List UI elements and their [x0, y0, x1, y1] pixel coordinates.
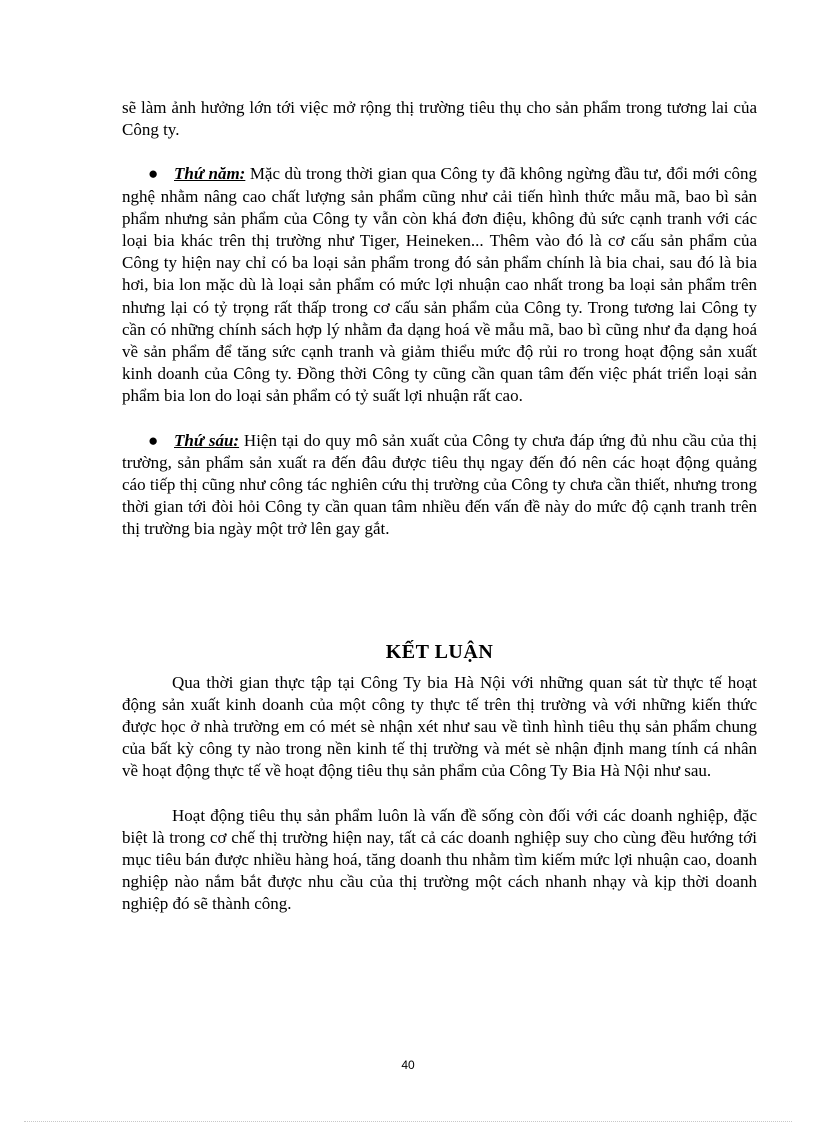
- conclusion-paragraph: Qua thời gian thực tập tại Công Ty bia Hà Nội với những quan sát từ thực tế hoạt động sản xuất kinh doanh của một công ty thực tế trên thị trường và với những kiến thức được học ở nhà trường em có mét sè nhận xét như sau về tình hình tiêu thụ sản phẩm chung của bất kỳ công ty nào trong nền kinh tế thị trường và mét sè nhận định mang tính cá nhân về hoạt động thực tế về hoạt động tiêu thụ sản phẩm của Công Ty Bia Hà Nội như sau.: [122, 672, 757, 781]
- bullet-title: Thứ năm:: [174, 164, 246, 184]
- bullet-dot-icon: ●: [148, 430, 159, 450]
- page-number: 40: [401, 1058, 415, 1072]
- intro-paragraph: sẽ làm ảnh hưởng lớn tới việc mở rộng thị trường tiêu thụ cho sản phẩm trong tương lai của Công ty.: [122, 98, 757, 140]
- conclusion-paragraph: Hoạt động tiêu thụ sản phẩm luôn là vấn đề sống còn đối với các doanh nghiệp, đặc biệt là trong cơ chế thị trường hiện nay, tất cả các doanh nghiệp suy cho cùng đều hướng tới mục tiêu bán được nhiều hàng hoá, tăng doanh thu nhằm tìm kiếm mức lợi nhuận cao, doanh nghiệp nào nắm bắt được nhu cầu của thị trường một cách nhanh nhạy và kịp thời doanh nghiệp đó sẽ thành công.: [122, 805, 757, 914]
- bullet-dot-icon: ●: [148, 164, 159, 184]
- conclusion-heading: KẾT LUẬN: [385, 640, 494, 663]
- bullet-item-sixth: [122, 430, 757, 541]
- bullet-item-fifth: [122, 163, 757, 407]
- bullet-text: Hiện tại do quy mô sản xuất của Công ty chưa đáp ứng đủ nhu cầu của thị trường, sản phẩm sản xuất ra đến đâu được tiêu thụ ngay đến đó nên các hoạt động quảng cáo tiếp thị cũng như công tác nghiên cứu thị trường của Công ty chưa cần thiết, nhưng trong thời gian tới đòi hỏi Công ty cần quan tâm nhiều đến vấn đề này do mức độ cạnh tranh trên thị trường bia ngày một trở lên gay gắt.: [122, 430, 757, 539]
- bullet-title: Thứ sáu:: [174, 430, 240, 450]
- page-bottom-divider: [24, 1121, 792, 1122]
- bullet-text: Mặc dù trong thời gian qua Công ty đã không ngừng đầu tư, đổi mới công nghệ nhằm nâng cao chất lượng sản phẩm cũng như cải tiến hình thức mẫu mã, bao bì sản phẩm nhưng sản phẩm của Công ty vẫn còn khá đơn điệu, không đủ sức cạnh tranh với các loại bia khác trên thị trường như Tiger, Heineken... Thêm vào đó là cơ cấu sản phẩm của Công ty hiện nay chỉ có ba loại sản phẩm trong đó sản phẩm chính là bia chai, sau đó là bia hơi, bia lon mặc dù là loại sản phẩm có mức lợi nhuận cao nhất trong ba loại sản phẩm trên nhưng lại có tỷ trọng rất thấp trong cơ cấu sản phẩm của Công ty. Trong tương lai Công ty cần có những chính sách hợp lý nhằm đa dạng hoá về mẫu mã, bao bì cũng như đa dạng hoá về sản phẩm để tăng sức cạnh tranh và giảm thiểu mức độ rủi ro trong hoạt động sản xuất kinh doanh của Công ty. Đồng thời Công ty cũng cần quan tâm đến việc phát triển loại sản phẩm bia lon do loại sản phẩm có tỷ suất lợi nhuận rất cao.: [122, 164, 757, 406]
- document-body: [122, 97, 757, 938]
